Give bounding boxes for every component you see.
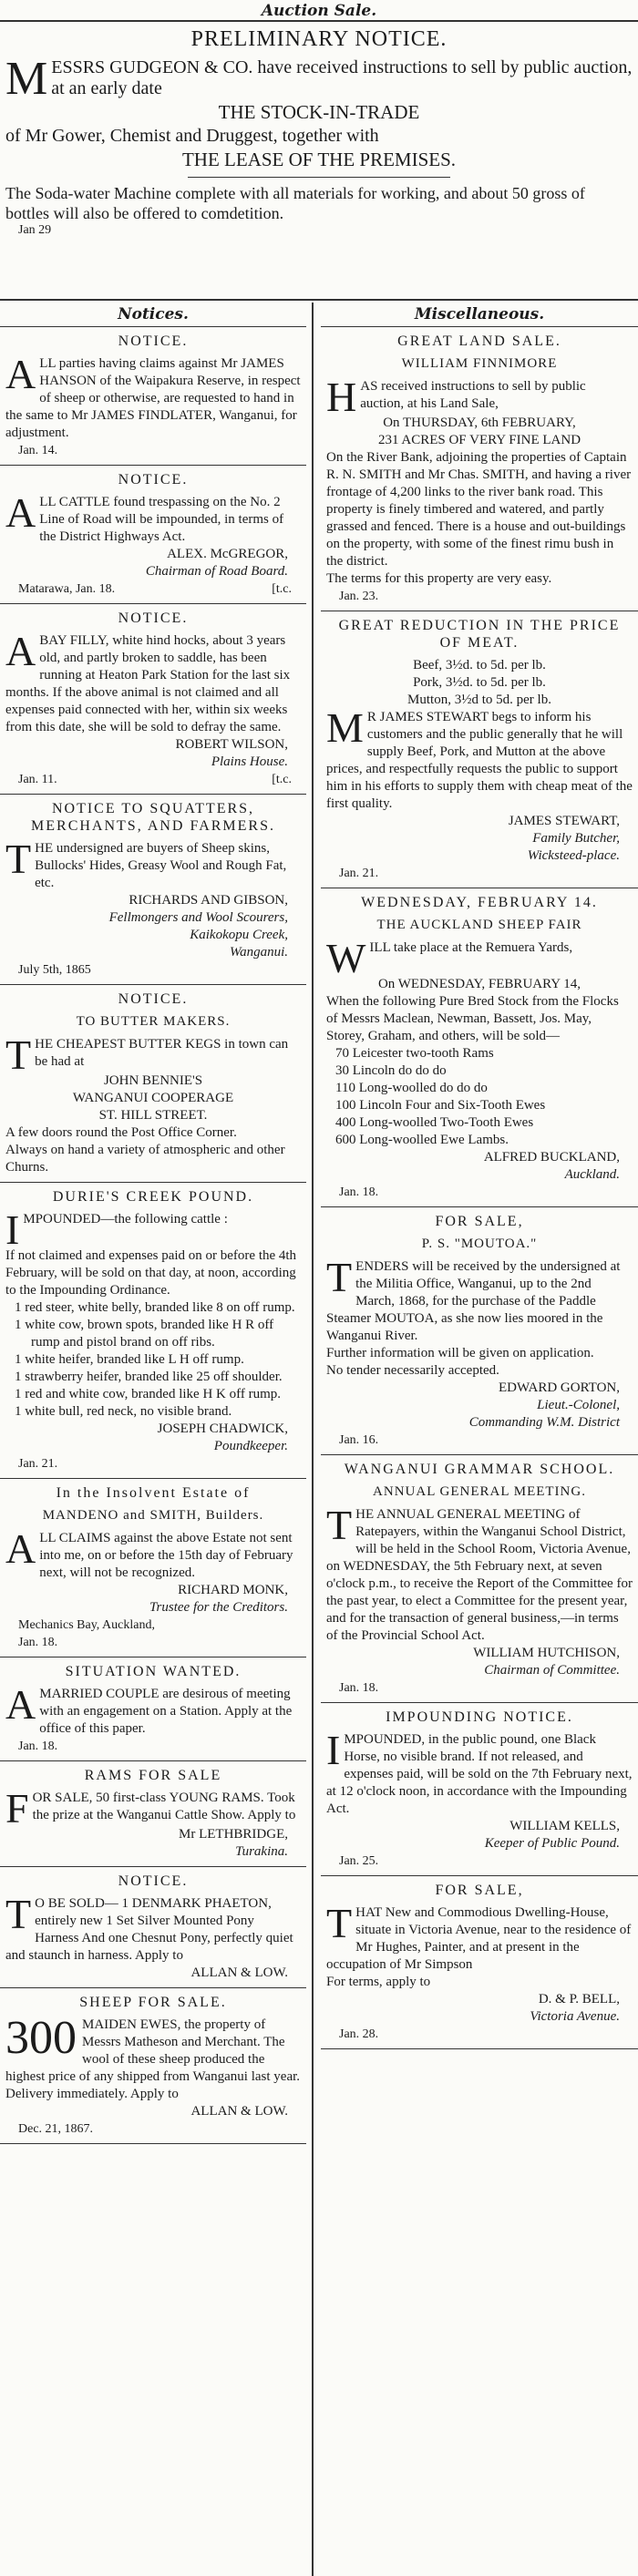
advert-title: GREAT LAND SALE. — [397, 334, 561, 349]
advert-title: FOR SALE, — [435, 1214, 524, 1229]
left-column — [0, 303, 306, 2144]
advert-signature: JAMES STEWART, — [508, 814, 620, 828]
advert-body — [326, 1727, 633, 1818]
advert-body-text: ENDERS will be received by the undersigned at the Militia Office, Wanganui, up to the 2nd March, 1868, for the purchase of the Paddle Steamer MOUTOA, as she now lies moored in the Wanganui River. — [326, 1259, 621, 1343]
advert-date-text: Jan. 21. — [18, 1457, 58, 1471]
advert-dropcap: A — [5, 1681, 36, 1728]
advert-sheepfair — [321, 888, 638, 1207]
advert-title: NOTICE. — [118, 1873, 189, 1889]
advert-dropcap: T — [5, 1031, 32, 1078]
advert-date — [5, 1616, 301, 1634]
advert-date-text: July 5th, 1865 — [18, 963, 91, 977]
advert-date — [326, 2026, 633, 2043]
price-line: Beef, 3½d. to 5d. per lb. — [413, 658, 546, 672]
advert-list-item: 400 Long-woolled Two-Tooth Ewes — [335, 1115, 534, 1130]
price-line: Mutton, 3½d to 5d. per lb. — [407, 693, 551, 707]
advert-body — [5, 1891, 301, 1965]
advert-subtitle: ANNUAL GENERAL MEETING. — [373, 1484, 586, 1499]
advert-tc-mark: [t.c. — [272, 582, 292, 596]
advert-date-text: Jan. 11. — [18, 773, 57, 786]
advert-date-text: Matarawa, Jan. 18. — [18, 582, 116, 596]
advert-durie — [0, 1183, 306, 1479]
advert-signature: Auckland. — [564, 1167, 620, 1182]
prelim-divider — [188, 177, 450, 178]
advert-dwelling — [321, 1876, 638, 2049]
advert-line: JOHN BENNIE'S — [103, 1073, 203, 1088]
advert-dropcap: A — [5, 628, 36, 674]
advert-date-text: Jan. 16. — [339, 1433, 379, 1447]
advert-title: NOTICE TO SQUATTERS, MERCHANTS, AND FARMERS. — [31, 801, 275, 834]
advert-dropcap: I — [5, 1206, 20, 1253]
masthead: Auction Sale. — [261, 2, 377, 20]
advert-list-item: 600 Long-woolled Ewe Lambs. — [335, 1133, 509, 1147]
advert-list-item: 70 Leicester two-tooth Rams — [335, 1046, 494, 1061]
advert-signature: Plains House. — [211, 754, 288, 769]
advert-signature: Chairman of Committee. — [484, 1663, 620, 1678]
advert-after-text: For terms, apply to — [326, 1975, 431, 1989]
advert-date-text: Jan. 28. — [339, 2027, 379, 2041]
advert-signature: WILLIAM KELLS, — [509, 1819, 620, 1833]
prelim-body-block — [5, 53, 633, 105]
advert-squatters — [0, 795, 306, 985]
advert-dropcap: W — [326, 935, 366, 981]
advert-landsale — [321, 327, 638, 611]
advert-dropcap: T — [326, 1254, 353, 1300]
advert-rams — [0, 1761, 306, 1867]
right-column — [321, 303, 638, 2049]
advert-signature: Lieut.-Colonel, — [537, 1398, 620, 1412]
advert-body — [326, 704, 633, 813]
advert-body-text: HE CHEAPEST BUTTER KEGS in town can be had at — [35, 1037, 289, 1069]
advert-date — [5, 771, 301, 788]
advert-date-text: Jan. 25. — [339, 1854, 379, 1868]
advert-list-item: 1 strawberry heifer, branded like 25 off shoulder. — [15, 1370, 283, 1384]
advert-date-text: Jan. 18. — [18, 1740, 58, 1753]
advert-body — [5, 1525, 301, 1582]
advert-date — [326, 588, 633, 605]
prelim-soda-text: The Soda-water Machine complete with all materials for working, and about 50 gross of bottles will also be offered to comdetition. — [5, 184, 585, 222]
advert-list-item: 1 white cow, brown spots, branded like H R off rump and pistol brand on off ribs. — [15, 1318, 274, 1350]
advert-subtitle: P. S. "MOUTOA." — [421, 1237, 538, 1251]
advert-date-text: Jan. 21. — [339, 867, 379, 880]
advert-body — [5, 2012, 301, 2103]
advert-signature: RICHARDS AND GIBSON, — [129, 893, 288, 908]
advert-body — [326, 1900, 633, 1974]
advert-tc-mark: [t.c. — [272, 773, 292, 786]
advert-title: WANGANUI GRAMMAR SCHOOL. — [344, 1462, 615, 1477]
advert-signature: Turakina. — [235, 1844, 288, 1859]
advert-body-text: MPOUNDED—the following cattle : — [23, 1212, 228, 1226]
advert-list-item: 1 red and white cow, branded like H K off rump. — [15, 1387, 282, 1401]
advert-body-text: LL parties having claims against Mr JAMES HANSON of the Waipakura Reserve, in respect of sheep or otherwise, are requested to hand in the same to Mr JAMES FINDLATER, Wanganui, for adjustment. — [5, 356, 301, 440]
advert-after-text: If not claimed and expenses paid on or before the 4th February, will be sold on that day, at noon, according to the Impounding Ordinance. — [5, 1248, 297, 1298]
advert-title: WEDNESDAY, FEBRUARY 14. — [361, 895, 598, 910]
advert-subtitle: TO BUTTER MAKERS. — [76, 1014, 231, 1029]
prelim-title: PRELIMINARY NOTICE. — [190, 27, 448, 51]
advert-line: On WEDNESDAY, FEBRUARY 14, — [377, 977, 581, 991]
advert-title: GREAT REDUCTION IN THE PRICE OF MEAT. — [338, 618, 621, 651]
advert-date-text: Jan. 14. — [18, 444, 58, 457]
advert-signature: Victoria Avenue. — [530, 2009, 620, 2024]
advert-impounding — [321, 1703, 638, 1876]
advert-date-text: Jan. 18. — [339, 1185, 379, 1199]
advert-meat — [321, 611, 638, 888]
advert-body-text: ILL take place at the Remuera Yards, — [369, 940, 573, 955]
advert-body — [5, 351, 301, 442]
advert-grammar — [321, 1455, 638, 1703]
advert-signature: Chairman of Road Board. — [145, 564, 288, 579]
advert-title: In the Insolvent Estate of — [56, 1485, 251, 1501]
advert-date — [5, 442, 301, 459]
advert-dropcap: A — [5, 1525, 36, 1572]
column-divider — [312, 303, 314, 2576]
advert-subtitle: MANDENO and SMITH, Builders. — [42, 1508, 264, 1523]
advert-title: SHEEP FOR SALE. — [79, 1995, 227, 2010]
advert-hanson — [0, 327, 306, 466]
advert-phaeton — [0, 1867, 306, 1988]
left-column-header: Notices. — [0, 303, 306, 327]
advert-date-text: Jan. 23. — [339, 590, 379, 603]
advert-body — [5, 1681, 301, 1738]
advert-situation — [0, 1657, 306, 1761]
advert-date — [5, 1738, 301, 1755]
advert-date — [5, 580, 301, 598]
advert-dropcap: I — [326, 1727, 341, 1773]
advert-date-text: Mechanics Bay, Auckland, — [18, 1618, 155, 1632]
prelim-intro: ESSRS GUDGEON & CO. have received instructions to sell by public auction, at an early date — [51, 57, 633, 98]
advert-signature: Family Butcher, — [532, 831, 620, 846]
advert-after-text-2: No tender necessarily accepted. — [326, 1363, 499, 1378]
advert-line: ST. HILL STREET. — [98, 1108, 208, 1123]
advert-body — [5, 836, 301, 892]
advert-signature: ALFRED BUCKLAND, — [483, 1150, 620, 1165]
advert-list-item: 100 Lincoln Four and Six-Tooth Ewes — [335, 1098, 546, 1113]
advert-after-text: On the River Bank, adjoining the properties of Captain R. N. SMITH and Mr Chas. SMITH, and having a river frontage of 4,200 links to the river bank road. This property is finely timbered and watered, and partly grassed and fenced. There is a house and out-buildings on the property, with some of the finest rimu bush in the district. — [326, 450, 632, 569]
advert-list-item: 110 Long-woolled do do do — [335, 1081, 488, 1095]
advert-date-text: Dec. 21, 1867. — [18, 2122, 94, 2136]
advert-line: 231 ACRES OF VERY FINE LAND — [377, 433, 581, 447]
advert-date — [5, 2120, 301, 2138]
advert-dropcap: M — [326, 704, 364, 751]
prelim-date: Jan 29 — [18, 223, 52, 237]
advert-title: NOTICE. — [118, 991, 189, 1007]
advert-list-item: 1 white bull, red neck, no visible brand. — [15, 1404, 232, 1419]
advert-body-text: HE ANNUAL GENERAL MEETING of Ratepayers, within the Wanganui School District, will be held in the School Room, Victoria Avenue, on WEDNESDAY, the 5th February next, at seven o'clock p.m., to receive the Report of the Committee for the past year, to elect a Committee for the present year, and for the transaction of general business,—in terms of the Provincial School Act. — [326, 1507, 633, 1643]
advert-signature: Commanding W.M. District — [468, 1415, 620, 1430]
advert-signature: D. & P. BELL, — [538, 1992, 620, 2006]
advert-big-number: 300 — [5, 2012, 77, 2064]
advert-body — [326, 374, 633, 420]
advert-after-text-2: The terms for this property are very easy. — [326, 571, 552, 586]
advert-signature: Mr LETHBRIDGE, — [179, 1827, 288, 1842]
advert-body — [5, 1031, 301, 1078]
advert-title: RAMS FOR SALE — [84, 1768, 222, 1783]
prelim-rule — [0, 299, 638, 301]
advert-signature: RICHARD MONK, — [178, 1583, 288, 1597]
advert-signature: WILLIAM HUTCHISON, — [473, 1646, 620, 1660]
advert-dropcap: H — [326, 374, 357, 420]
advert-date-2: Jan. 18. — [18, 1636, 58, 1649]
advert-date-text: Jan. 18. — [339, 1681, 379, 1695]
advert-title: IMPOUNDING NOTICE. — [386, 1709, 573, 1725]
advert-ewes — [0, 1988, 306, 2144]
advert-after-text: A few doors round the Post Office Corner. — [5, 1125, 237, 1140]
advert-filly — [0, 604, 306, 795]
advert-cattle — [0, 466, 306, 604]
advert-date — [326, 1679, 633, 1697]
prelim-item-stock: THE STOCK-IN-TRADE — [218, 101, 420, 123]
prelim-dropcap: M — [5, 53, 48, 105]
advert-title: FOR SALE, — [435, 1883, 524, 1898]
advert-body-text: HAT New and Commodious Dwelling-House, situate in Victoria Avenue, near to the residence of Mr Hughes, Painter, and at present in the occupation of Mr Simpson — [326, 1905, 632, 1972]
advert-signature: ALLAN & LOW. — [190, 1965, 288, 1980]
advert-dropcap: A — [5, 489, 36, 536]
advert-body — [5, 628, 301, 736]
advert-signature: Kaikokopu Creek, — [190, 928, 288, 942]
advert-moutoa — [321, 1207, 638, 1455]
advert-signature: Wicksteed-place. — [527, 848, 620, 863]
prelim-of-line: of Mr Gower, Chemist and Druggest, together with — [5, 126, 379, 146]
advert-body — [5, 1206, 301, 1253]
advert-title: NOTICE. — [118, 611, 189, 626]
advert-line: On THURSDAY, 6th FEBRUARY, — [383, 416, 576, 430]
advert-line: WANGANUI COOPERAGE — [72, 1091, 234, 1105]
advert-body-text: LL CLAIMS against the above Estate not sent into me, on or before the 15th day of February next, will not be recognized. — [39, 1531, 293, 1580]
advert-body — [5, 489, 301, 546]
advert-signature: Keeper of Public Pound. — [484, 1836, 620, 1851]
advert-butter — [0, 985, 306, 1183]
advert-body-text: MPOUNDED, in the public pound, one Black Horse, no visible brand. If not released, and expenses paid, will be sold on the 7th February next, at 12 o'clock noon, in accordance with the Impounding Act. — [326, 1732, 633, 1816]
advert-subtitle: THE AUCKLAND SHEEP FAIR — [376, 918, 582, 932]
advert-signature: EDWARD GORTON, — [499, 1380, 620, 1395]
advert-dropcap: T — [326, 1502, 353, 1548]
advert-body-text: MAIDEN EWES, the property of Messrs Matheson and Merchant. The wool of these sheep produced the highest price of any shipped from Wanganui last year. Delivery immediately. Apply to — [5, 2017, 301, 2101]
advert-signature: Poundkeeper. — [213, 1439, 288, 1453]
advert-body-text: HE undersigned are buyers of Sheep skins, Bullocks' Hides, Greasy Wool and Rough Fat, etc. — [35, 841, 287, 890]
advert-signature: Wanganui. — [229, 945, 288, 960]
advert-list-item: 1 white heifer, branded like L H off rump. — [15, 1352, 244, 1367]
advert-body-text: LL CATTLE found trespassing on the No. 2 Line of Road will be impounded, in terms of the District Highways Act. — [39, 495, 284, 544]
advert-dropcap: F — [5, 1785, 29, 1832]
advert-signature: ALEX. McGREGOR, — [167, 547, 288, 561]
advert-body-text: OR SALE, 50 first-class YOUNG RAMS. Took the prize at the Wanganui Cattle Show. Apply to — [32, 1791, 296, 1822]
advert-body-text: R JAMES STEWART begs to inform his customers and the public generally that he will supply Beef, Pork, and Mutton at the above prices, and respectfully requests the public to support him in his efforts to supply them with cheap meat of the first quality. — [326, 710, 633, 811]
advert-signature: Trustee for the Creditors. — [149, 1600, 288, 1615]
advert-subtitle: WILLIAM FINNIMORE — [401, 356, 558, 371]
advert-title: NOTICE. — [118, 472, 189, 487]
advert-dropcap: T — [5, 1891, 32, 1937]
advert-body — [326, 1254, 633, 1345]
advert-date — [326, 1432, 633, 1449]
advert-signature: ALLAN & LOW. — [190, 2104, 288, 2119]
advert-body — [326, 1502, 633, 1645]
advert-body-text: AS received instructions to sell by public auction, at his Land Sale, — [360, 379, 586, 411]
advert-signature: JOSEPH CHADWICK, — [157, 1421, 288, 1436]
price-line: Pork, 3½d. to 5d. per lb. — [413, 675, 546, 690]
advert-after-text-2: Always on hand a variety of atmospheric and other Churns. — [5, 1143, 285, 1175]
advert-date — [326, 1852, 633, 1870]
advert-title: NOTICE. — [118, 334, 189, 349]
prelim-item-lease: THE LEASE OF THE PREMISES. — [181, 149, 457, 170]
advert-insolvent — [0, 1479, 306, 1657]
advert-title: DURIE'S CREEK POUND. — [52, 1189, 254, 1205]
advert-date — [5, 961, 301, 979]
advert-body — [5, 1785, 301, 1832]
advert-after-text: When the following Pure Bred Stock from the Flocks of Messrs Maclean, Newman, Bassett, Jos. May, Storey, Graham, and others, will be sold— — [326, 994, 619, 1043]
advert-body — [326, 935, 633, 981]
advert-body-text: O BE SOLD— 1 DENMARK PHAETON, entirely new 1 Set Silver Mounted Pony Harness And one Chesnut Pony, perfectly quiet and staunch in harness. Apply to — [5, 1896, 293, 1963]
advert-date — [5, 1455, 301, 1473]
advert-date — [326, 1184, 633, 1201]
advert-dropcap: A — [5, 351, 36, 397]
advert-date — [326, 865, 633, 882]
advert-signature: Fellmongers and Wool Scourers, — [108, 910, 288, 925]
advert-title: SITUATION WANTED. — [65, 1664, 242, 1679]
advert-signature: ROBERT WILSON, — [175, 737, 288, 752]
advert-body-text: MARRIED COUPLE are desirous of meeting with an engagement on a Station. Apply at the office of this paper. — [39, 1687, 293, 1736]
right-column-header: Miscellaneous. — [321, 303, 638, 327]
advert-dropcap: T — [5, 836, 32, 882]
advert-list-item: 1 red steer, white belly, branded like 8 on off rump. — [15, 1300, 295, 1315]
advert-dropcap: T — [326, 1900, 353, 1946]
advert-after-text: Further information will be given on application. — [326, 1346, 594, 1360]
advert-list-item: 30 Lincoln do do do — [335, 1063, 447, 1078]
advert-body-text: BAY FILLY, white hind hocks, about 3 years old, and partly broken to saddle, has been running at Heaton Park Station for the last six months. If the above animal is not claimed and all expenses paid connected with her, within six weeks from this date, she will be sold to defray the same. — [5, 633, 291, 734]
preliminary-notice — [0, 22, 638, 299]
